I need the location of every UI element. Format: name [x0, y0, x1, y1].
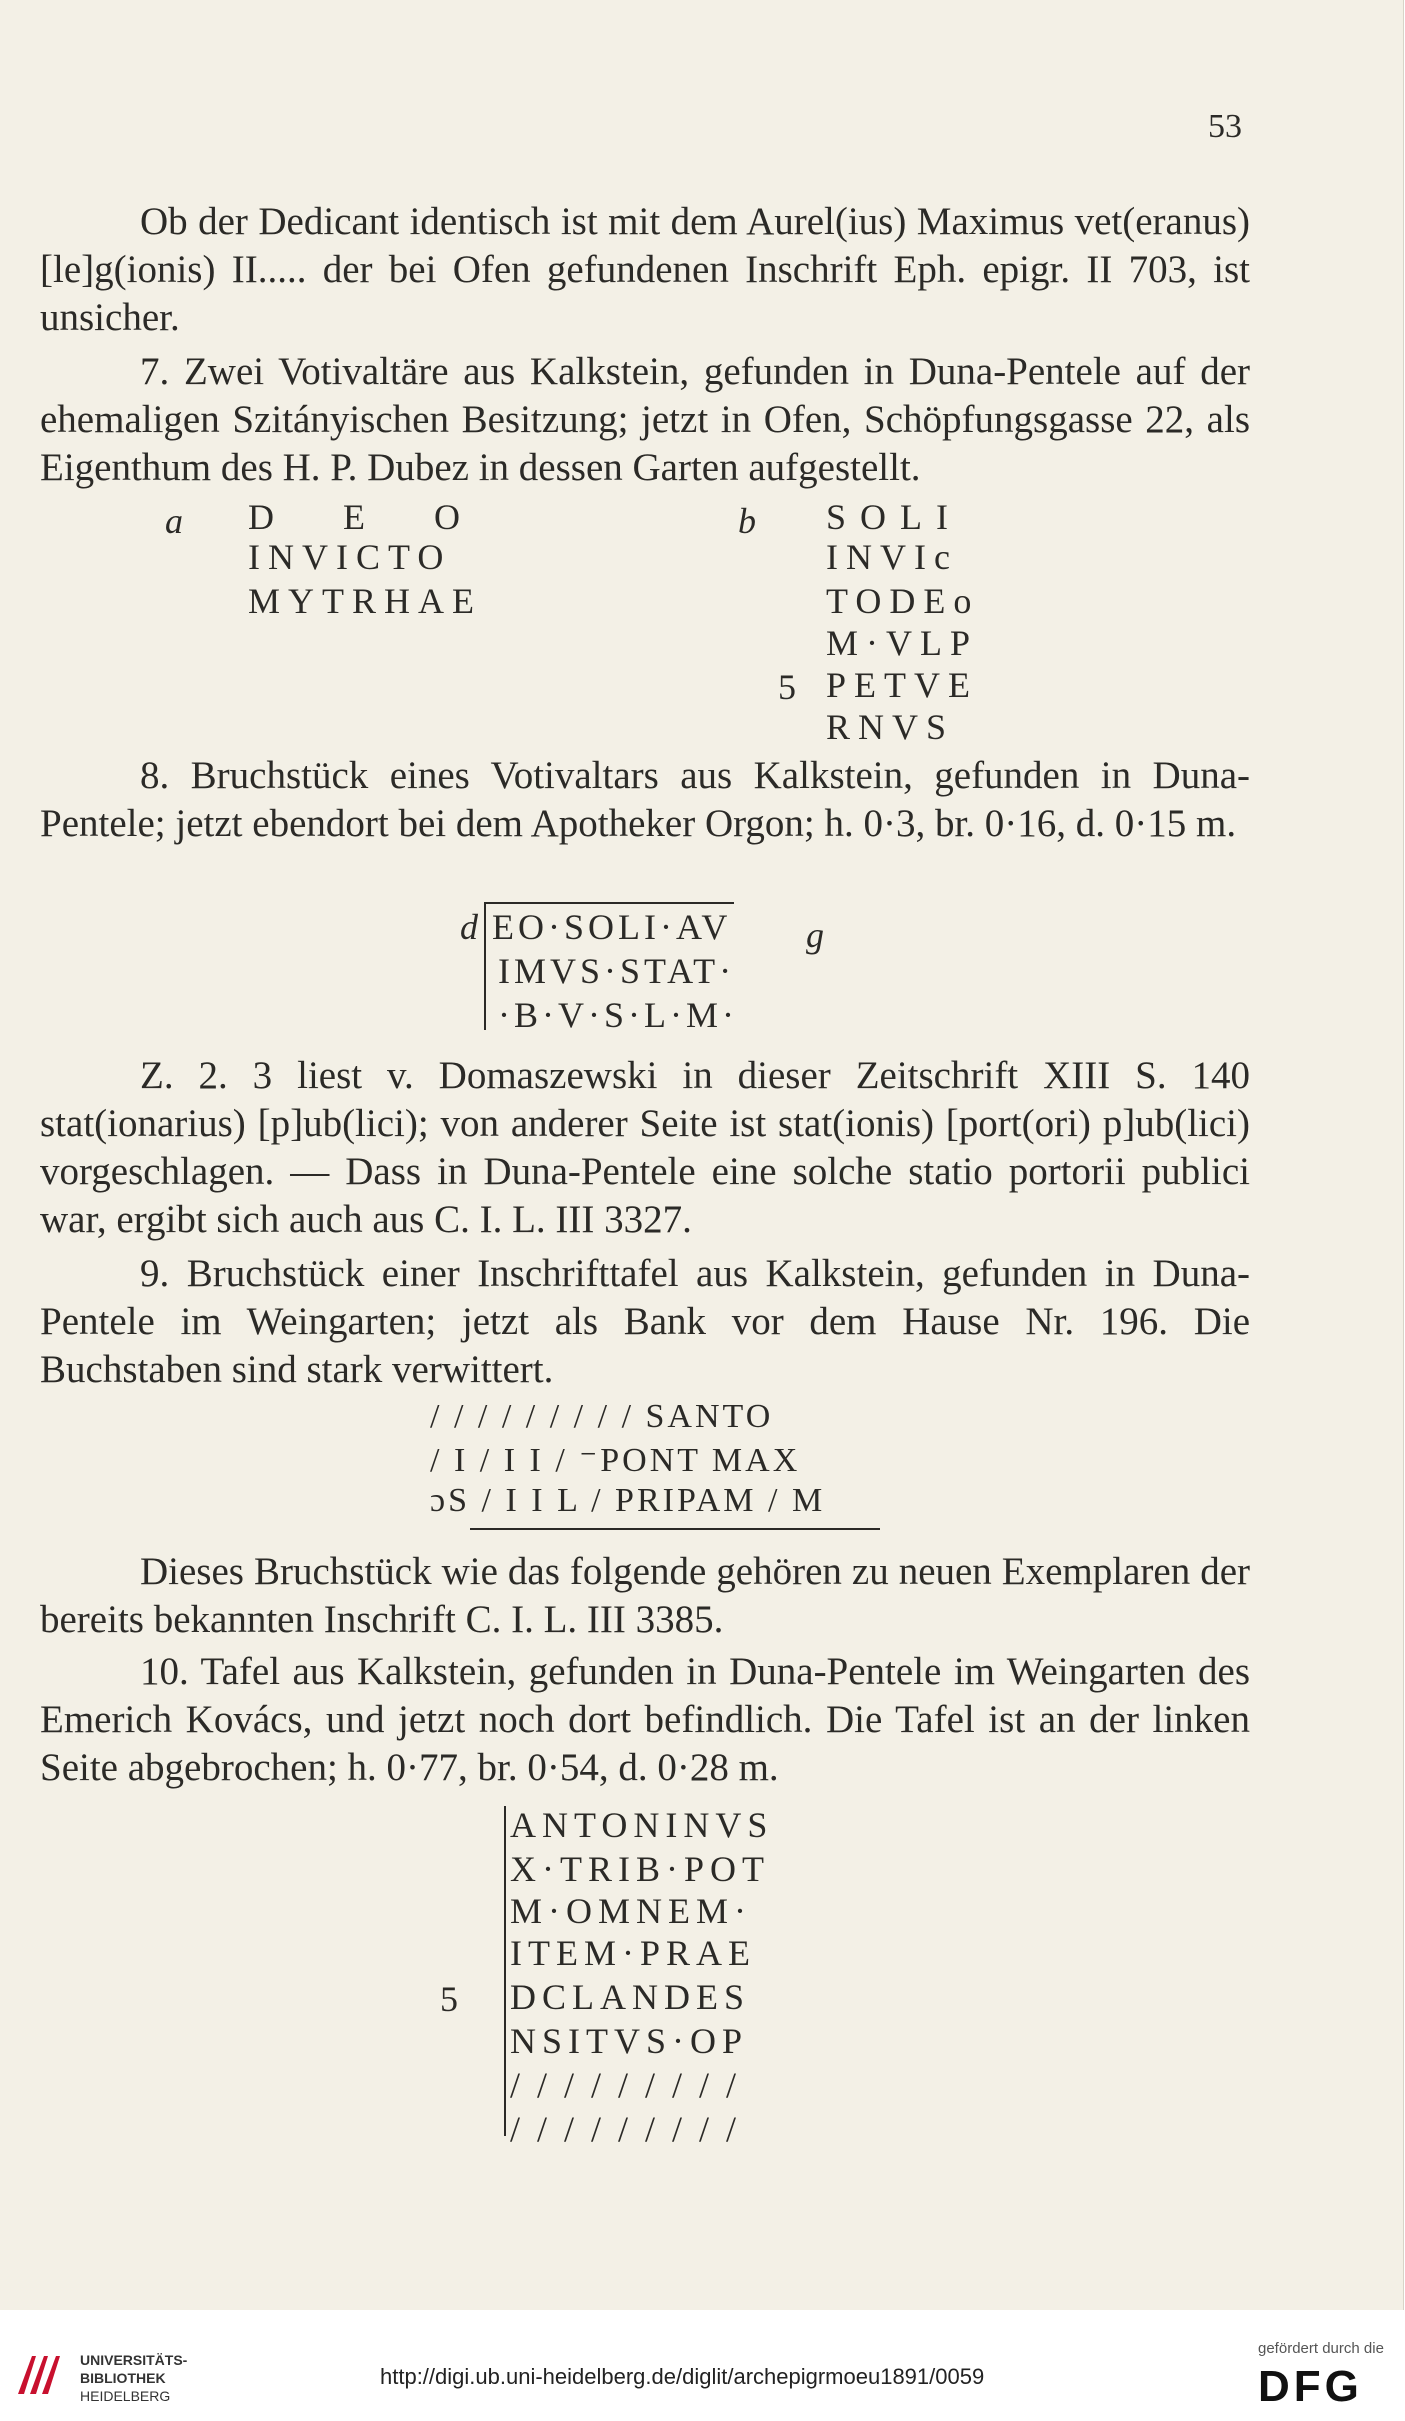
- inscription-10-line-1: ANTONINVS: [510, 1805, 774, 1845]
- paragraph-9: 9. Bruchstück einer Inschrifttafel aus Kalkstein, gefunden in Duna-Pentele im Weingarten; jetzt als Bank vor dem Hause Nr. 196. Die Buchstaben sind stark verwittert.: [40, 1252, 1250, 1391]
- inscription-10-line-7: / / / / / / / / /: [510, 2065, 741, 2105]
- inscription-7a-line-1: D E O: [248, 497, 490, 537]
- library-name-line-3: HEIDELBERG: [80, 2388, 171, 2404]
- inscription-8-line-2: IMVS·STAT·: [498, 951, 736, 991]
- inscription-10-line-number: 5: [440, 1979, 458, 2019]
- inscription-9-line-3: ɔS / I I L / PRIPAM / M: [430, 1482, 826, 1519]
- inscription-7b-line-2: INVIc: [826, 537, 958, 577]
- inscription-7b-line-4: M·VLP: [826, 623, 979, 663]
- inscription-8-left-label: d: [460, 907, 478, 947]
- footer-bar: [0, 2310, 1405, 2421]
- inscription-7b-line-3: TODEo: [826, 581, 980, 621]
- fracture-line-left: [484, 902, 486, 1030]
- library-name-line-2: BIBLIOTHEK: [80, 2370, 166, 2386]
- inscription-10-line-5: DCLANDES: [510, 1977, 751, 2017]
- paragraph-commentary: Z. 2. 3 liest v. Domaszewski in dieser Zeitschrift XIII S. 140 stat(ionarius) [p]ub(lici); von anderer Seite ist stat(ionis) [port(ori) p]ub(lici) vorgeschlagen. — Dass in Duna-Pentele eine solche statio portorii publici war, ergibt sich auch aus C. I. L. III 3327.: [40, 1054, 1250, 1241]
- dfg-logo: DFG: [1258, 2362, 1363, 2411]
- inscription-7a-line-2: INVICTO: [248, 537, 452, 577]
- inscription-7b-label: b: [738, 501, 756, 541]
- paragraph-note: Dieses Bruchstück wie das folgende gehören zu neuen Exemplaren der bereits bekannten Inschrift C. I. L. III 3385.: [40, 1550, 1250, 1641]
- inscription-7b-line-6: RNVS: [826, 707, 955, 747]
- source-url[interactable]: http://digi.ub.uni-heidelberg.de/diglit/archepigrmoeu1891/0059: [380, 2364, 985, 2389]
- page-number: 53: [1208, 108, 1242, 145]
- inscription-7a-line-3: MYTRHAE: [248, 581, 482, 621]
- inscription-7a-label: a: [165, 501, 183, 541]
- inscription-8-right-label: g: [806, 915, 824, 955]
- inscription-7b-line-5: PETVE: [826, 665, 978, 705]
- inscription-10-line-4: ITEM·PRAE: [510, 1933, 756, 1973]
- funded-by-label: gefördert durch die: [1258, 2340, 1384, 2357]
- inscription-9-line-1: / / / / / / / / / SANTO: [430, 1398, 774, 1435]
- paragraph-1: Ob der Dedicant identisch ist mit dem Aurel(ius) Maximus vet(eranus) [le]g(ionis) II..... der bei Ofen gefundenen Inschrift Eph. epigr. II 703, ist unsicher.: [40, 200, 1250, 339]
- fracture-line-bottom: [470, 1528, 880, 1530]
- inscription-10-line-8: / / / / / / / / /: [510, 2109, 741, 2149]
- inscription-8-line-3: ·B·V·S·L·M·: [498, 995, 738, 1035]
- inscription-7b-line-number: 5: [778, 667, 796, 707]
- heidelberg-library-logo-icon: [14, 2350, 66, 2398]
- fracture-line-left-10: [504, 1806, 506, 2136]
- inscription-9-line-2: / I / I I / ⁻PONT MAX: [430, 1442, 801, 1479]
- inscription-7b-line-1: SOLI: [826, 497, 962, 537]
- paragraph-8: 8. Bruchstück eines Votivaltars aus Kalkstein, gefunden in Duna-Pentele; jetzt ebendort bei dem Apotheker Orgon; h. 0·3, br. 0·16, d. 0·15 m.: [40, 754, 1250, 845]
- paragraph-10: 10. Tafel aus Kalkstein, gefunden in Duna-Pentele im Weingarten des Emerich Kovács, und jetzt noch dort befindlich. Die Tafel ist an der linken Seite abgebrochen; h. 0·77, br. 0·54, d. 0·28 m.: [40, 1650, 1250, 1789]
- inscription-10-line-3: M·OMNEM·: [510, 1891, 752, 1931]
- paragraph-7: 7. Zwei Votivaltäre aus Kalkstein, gefunden in Duna-Pentele auf der ehemaligen Szitányischen Besitzung; jetzt in Ofen, Schöpfungsgasse 22, als Eigenthum des H. P. Dubez in dessen Garten aufgestellt.: [40, 350, 1250, 489]
- inscription-10-line-2: X·TRIB·POT: [510, 1849, 770, 1889]
- fracture-line-top: [484, 902, 734, 904]
- library-name-line-1: UNIVERSITÄTS-: [80, 2352, 188, 2368]
- inscription-10-line-6: NSITVS·OP: [510, 2021, 749, 2061]
- inscription-8-line-1: EO·SOLI·AV: [492, 907, 732, 947]
